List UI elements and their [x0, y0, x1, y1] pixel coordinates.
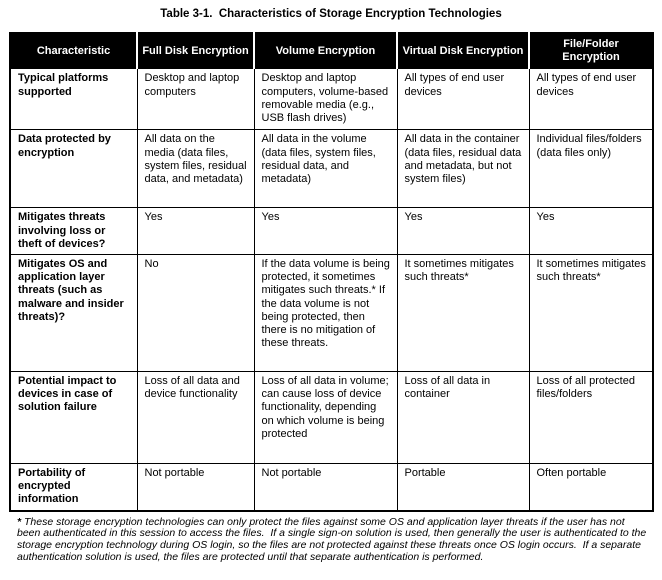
table-row [10, 254, 653, 371]
table-footnote [17, 517, 650, 564]
table-header-row [10, 33, 653, 69]
column-header-file-folder: File/Folder Encryption [529, 33, 653, 69]
table-cell: Not portable [137, 463, 254, 510]
storage-encryption-table [9, 32, 654, 512]
table-cell: All data in the container (data files, residual data and metadata, but not system files) [397, 130, 529, 208]
table-cell: Individual files/folders (data files only) [529, 130, 653, 208]
table-cell: Portable [397, 463, 529, 510]
table-cell: All data on the media (data files, system files, residual data, and metadata) [137, 130, 254, 208]
table-cell: No [137, 254, 254, 371]
footnote-text: These storage encryption technologies can only protect the files against some OS and application layer threats if the user has not been authenticated in this session to access the files. If a single sign-on solution is used, then generally the user is authenticated to the storage encryption technology during OS login, so the files are not protected against these threats once OS login occurs. If a separate authentication solution is used, the files are protected until that separate authentication is performed. [17, 515, 650, 563]
column-header-volume: Volume Encryption [254, 33, 397, 69]
table-cell: Loss of all data and device functionality [137, 371, 254, 463]
table-cell: If the data volume is being protected, it sometimes mitigates such threats.* If the data volume is not being protected, then there is no mitigation of these threats. [254, 254, 397, 371]
row-label-portability: Portability of encrypted information [10, 463, 137, 510]
table-cell: All data in the volume (data files, system files, residual data, and metadata) [254, 130, 397, 208]
table-row [10, 371, 653, 463]
table-title: Table 3-1. Characteristics of Storage Encryption Technologies [160, 8, 502, 20]
row-label-loss-theft: Mitigates threats involving loss or theft of devices? [10, 208, 137, 255]
table-cell: All types of end user devices [397, 69, 529, 130]
column-header-virtual-disk: Virtual Disk Encryption [397, 33, 529, 69]
footnote-asterisk: * [17, 515, 22, 528]
table-row [10, 208, 653, 255]
table-cell: Yes [137, 208, 254, 255]
column-header-full-disk: Full Disk Encryption [137, 33, 254, 69]
row-label-data-protected: Data protected by encryption [10, 130, 137, 208]
table-cell: Loss of all protected files/folders [529, 371, 653, 463]
table-cell: It sometimes mitigates such threats* [397, 254, 529, 371]
row-label-impact: Potential impact to devices in case of solution failure [10, 371, 137, 463]
table-cell: Yes [529, 208, 653, 255]
table-row [10, 463, 653, 510]
table-cell: Desktop and laptop computers [137, 69, 254, 130]
table-cell: Not portable [254, 463, 397, 510]
table-cell: Yes [254, 208, 397, 255]
row-label-platforms: Typical platforms supported [10, 69, 137, 130]
table-row [10, 130, 653, 208]
table-cell: All types of end user devices [529, 69, 653, 130]
table-cell: Often portable [529, 463, 653, 510]
table-row [10, 69, 653, 130]
table-cell: Desktop and laptop computers, volume-based removable media (e.g., USB flash drives) [254, 69, 397, 130]
row-label-os-threats: Mitigates OS and application layer threats (such as malware and insider threats)? [10, 254, 137, 371]
table-cell: Loss of all data in volume; can cause loss of device functionality, depending on which volume is being protected [254, 371, 397, 463]
column-header-characteristic: Characteristic [10, 33, 137, 69]
table-cell: Yes [397, 208, 529, 255]
table-cell: Loss of all data in container [397, 371, 529, 463]
table-cell: It sometimes mitigates such threats* [529, 254, 653, 371]
